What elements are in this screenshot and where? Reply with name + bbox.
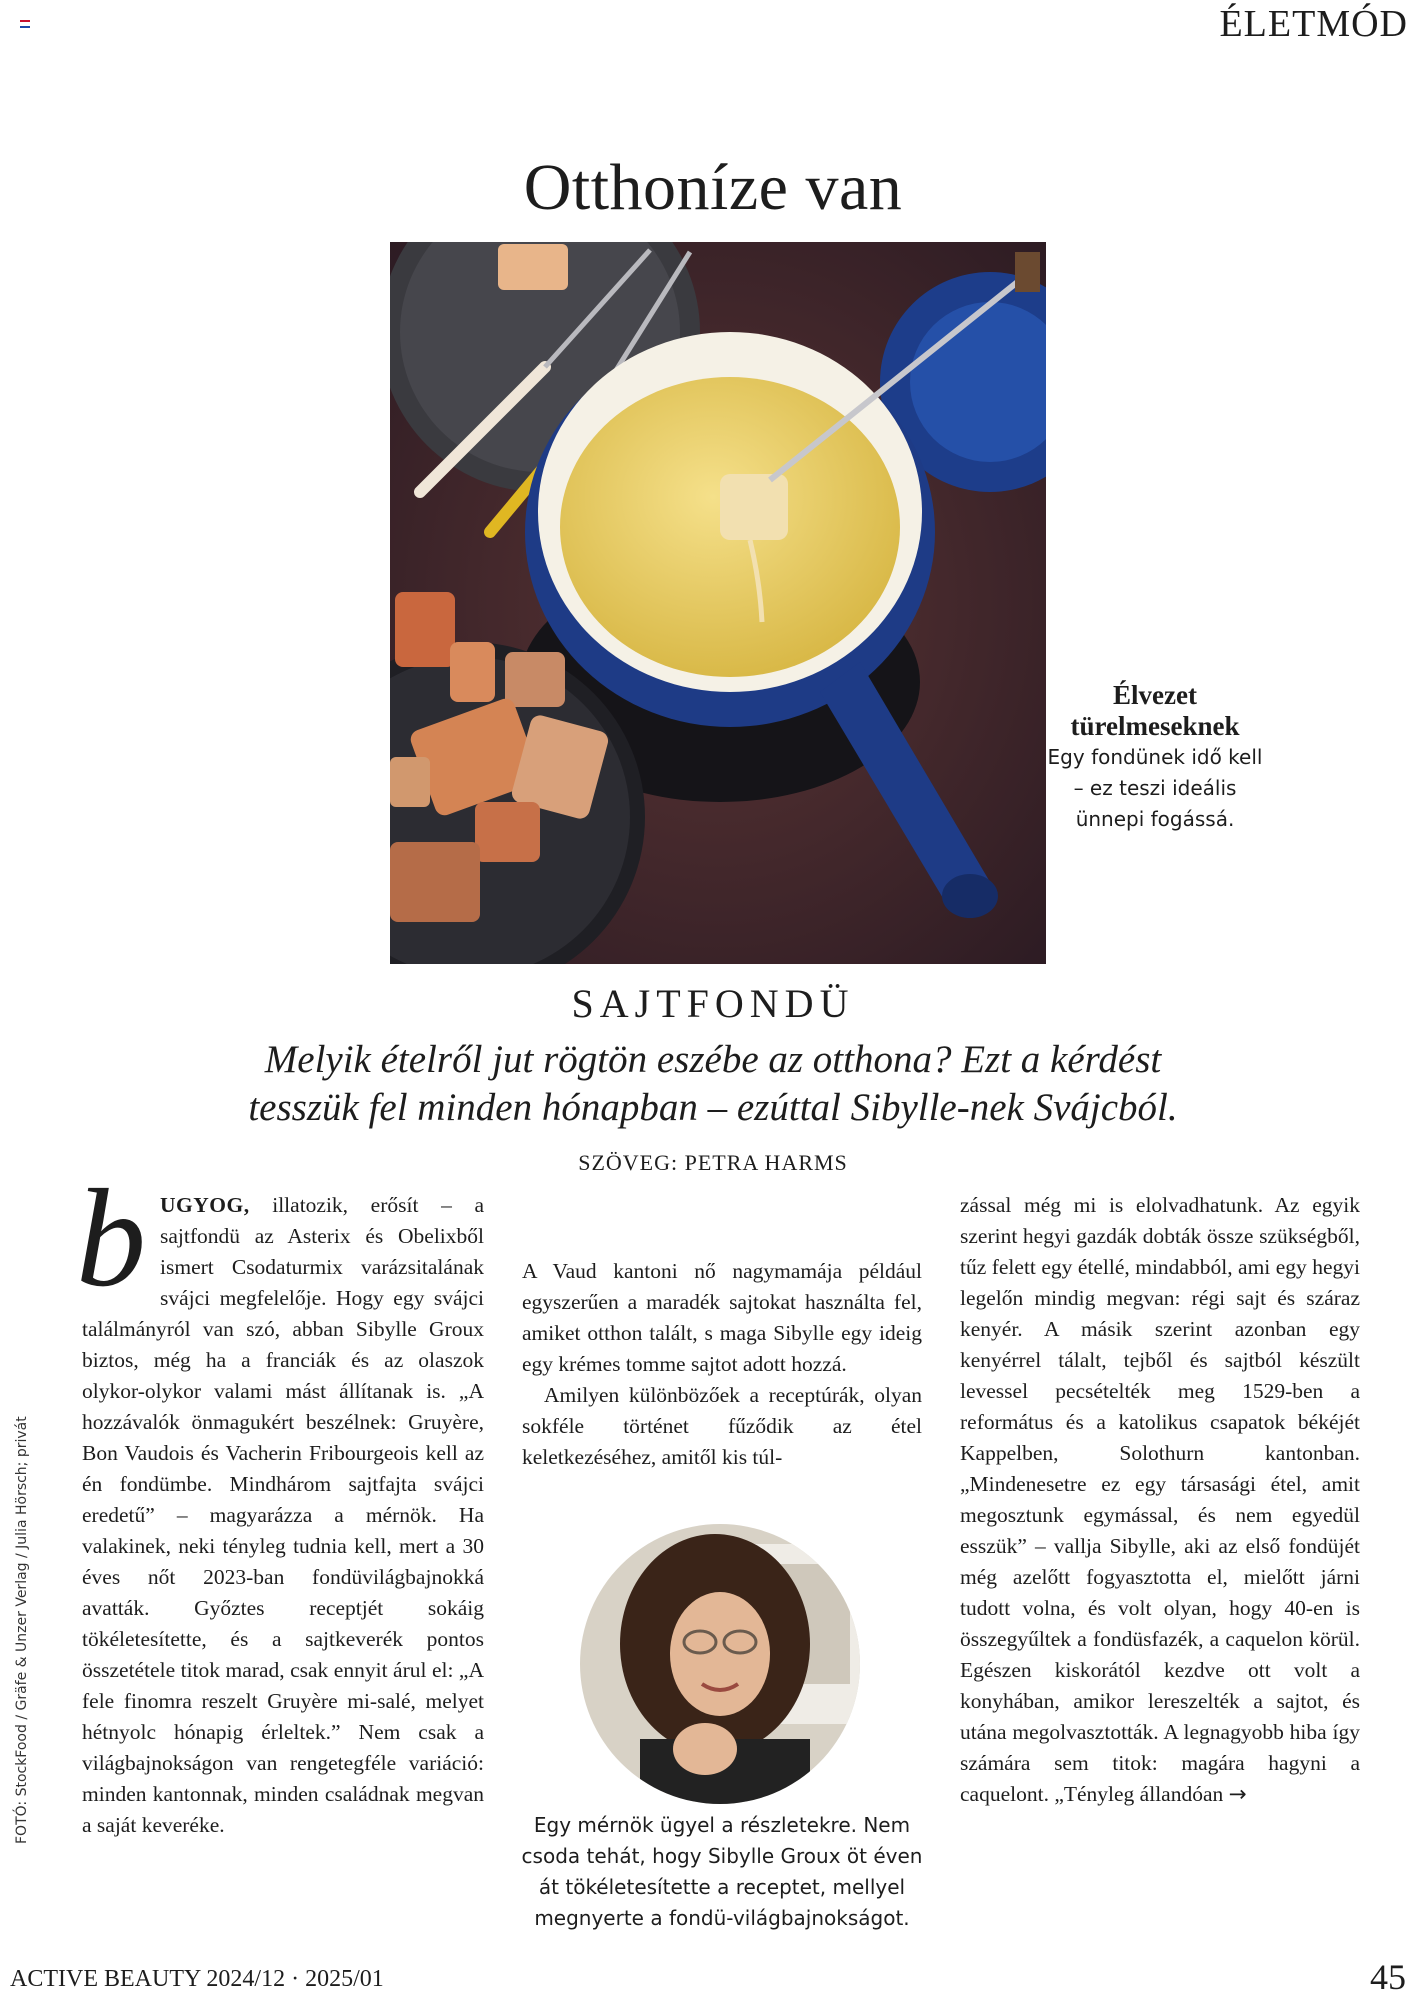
photo-caption-heading: Élvezet türelmeseknek [1070,680,1240,741]
article-column-2 [522,1256,922,1473]
portrait-caption: Egy mérnök ügyel a részletekre. Nem csoda tehát, hogy Sibylle Groux öt éven át tökéletesítette a receptet, mellyel megnyerte a fondü-világbajnokságot. [521,1813,923,1930]
lead-line-1: Melyik ételről jut rögtön eszébe az otthona? Ezt a kérdést [264,1038,1162,1081]
article-column-3 [960,1190,1360,1810]
page-number: 45 [1370,1957,1406,1997]
language-flag-icon [20,20,30,27]
lead-line-2: tesszük fel minden hónapban – ezúttal Sibylle-nek Svájcból. [248,1086,1178,1129]
magazine-footer: ACTIVE BEAUTY 2024/12 · 2025/01 [10,1966,384,1992]
continue-arrow-icon: → [1228,1782,1247,1807]
photo-credit: FOTÓ: StockFood / Gräfe & Unzer Verlag / Julia Hörsch; privát [14,1416,30,1844]
section-label: ÉLETMÓD [1219,3,1408,45]
column-2-paragraph-1: A Vaud kantoni nő nagymamája például egyszerűen a maradék sajtokat használta fel, amiket otthon talált, s maga Sibylle egy ideig egy krémes tomme sajtot adott hozzá. [522,1259,922,1376]
column-3-text: zással még mi is elolvadhatunk. Az egyik szerint hegyi gazdák dobták össze szükségből, tűz felett egy étellé, mindabból, ami egy hegyi legelőn mindig megvan: régi sajt és száraz kenyér. A másik szerint azonban egy kenyérrel tálalt, tejből és sajtból készült levessel pecsételték meg 1529-ben a református és a katolikus csapatok békéjét Kappelben, Solothurn kantonban. „Mindenesetre ez egy társasági étel, amit megosztunk egymással, és nem egyedül esszük” – vallja Sibylle, aki az első fondüjét még azelőtt fogyasztotta el, mielőtt járni tudott volna, és volt olyan, hogy 40-en is összegyűltek a fondüsfazék, a caquelon körül. Egészen kiskorától kezdve ott volt a konyhában, amikor lereszelték a sajtot, és utána megolvasztották. A legnagyobb hiba így számára sem titok: magára hagyni a caquelont. „Tényleg állandóan [960,1193,1360,1806]
article-kicker: SAJTFONDÜ [571,981,855,1026]
portrait-photo [580,1524,860,1804]
byline: SZÖVEG: PETRA HARMS [578,1150,848,1175]
article-lead [150,1036,1276,1132]
column-1-text: illatozik, erősít – a sajtfondü az Asterix és Obelixből ismert Csodaturmix varázsitalának svájci megfelelője. Hogy egy svájci találmányról van szó, abban Sibylle Groux biztos, még ha a franciák és az olaszok olykor-olykor valami mást állítanak is. „A hozzávalók önmagukért beszélnek: Gruyère, Bon Vaudois és Vacherin Fribourgeois kell az én fondümbe. Mindhárom sajtfajta svájci eredetű” – magyarázza a mérnök. Ha valakinek, neki tényleg tudnia kell, mert a 30 éves nőt 2023-ban fondüvilágbajnokká avatták. Győztes receptjét sokáig tökéletesítette, és a sajtkeverék pontos összetétele titok marad, csak ennyit árul el: „A fele finomra reszelt Gruyère mi-salé, melyet hétnyolc hónapig érleltek.” Nem csak a világbajnokságon van rengetegféle variáció: minden kantonnak, minden családnak megvan a saját keveréke. [82,1193,484,1837]
column-2-paragraph-2: Amilyen különbözőek a receptúrák, olyan sokféle történet fűződik az étel keletkezéséhez, amitől kis túl- [522,1383,922,1469]
photo-caption [1040,680,1270,835]
lead-word: UGYOG, [160,1193,250,1217]
fondue-photo [390,242,1046,964]
photo-caption-text: Egy fondünek idő kell – ez teszi ideális ünnepi fogássá. [1047,745,1263,831]
article-title: Otthoníze van [523,151,903,224]
article-column-1 [76,1161,484,1841]
drop-cap: b [76,1161,146,1316]
